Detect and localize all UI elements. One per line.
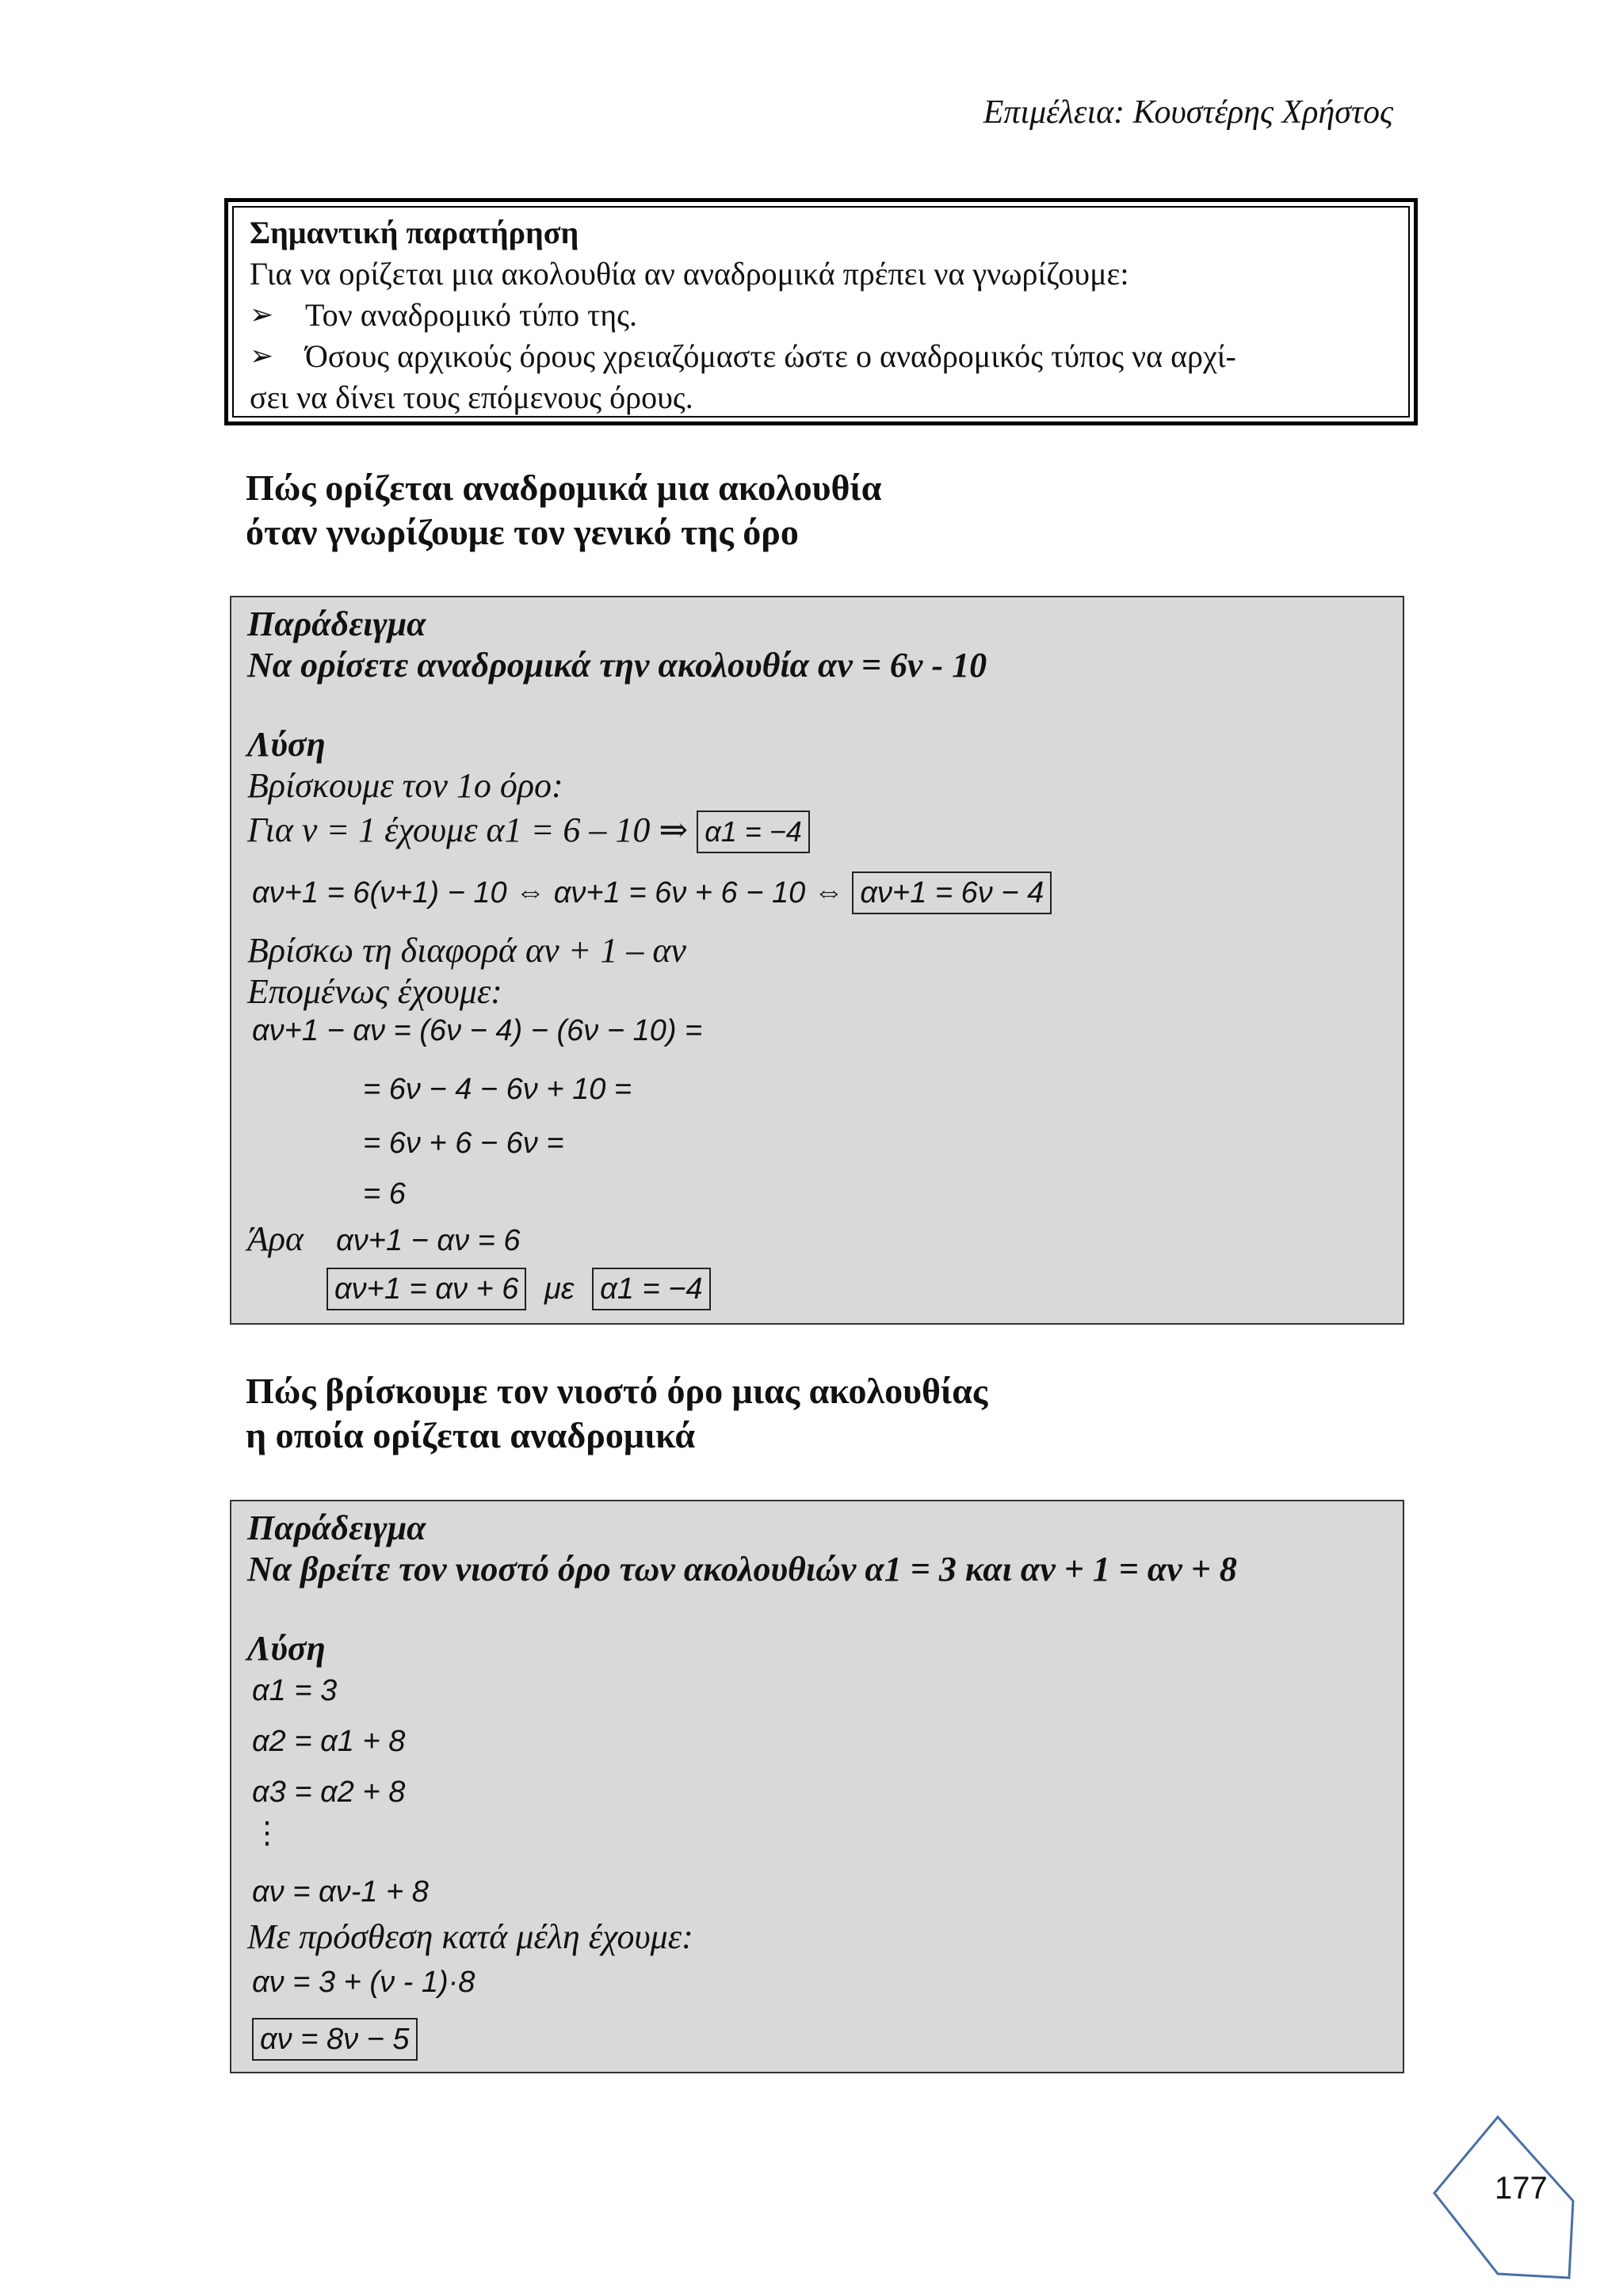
note-bullet-2: ➢ Όσους αρχικούς όρους χρειαζόμαστε ώστε ο αναδρομικός τύπος να αρχί- — [250, 336, 1392, 377]
formula-line: α2 = α1 + 8 — [252, 1725, 406, 1758]
arrow-bullet-icon: ➢ — [250, 299, 274, 331]
vertical-dots: ⋮ — [252, 1817, 282, 1850]
example-label: Παράδειγμα — [247, 1508, 426, 1547]
formula-line: αν+1 − αν = (6ν − 4) − (6ν − 10) = — [252, 1014, 703, 1047]
section-heading-2: Πώς βρίσκουμε τον νιοστό όρο μιας ακολουθίας η οποία ορίζεται αναδρομικά — [246, 1371, 988, 1455]
note-title: Σημαντική παρατήρηση — [250, 215, 579, 250]
example-label: Παράδειγμα — [247, 605, 426, 643]
example-task: Να βρείτε τον νιοστό όρο των ακολουθιών α1 = 3 και αν + 1 = αν + 8 — [247, 1550, 1237, 1589]
example-box-1 — [230, 596, 1404, 1325]
formula-line: = 6ν − 4 − 6ν + 10 = — [363, 1073, 632, 1106]
formula-line: αν = 3 + (ν - 1)·8 — [252, 1966, 475, 1999]
boxed-formula: α1 = −4 — [592, 1268, 710, 1310]
boxed-formula: αν+1 = αν + 6 — [327, 1268, 526, 1310]
boxed-formula: α1 = −4 — [697, 810, 810, 853]
example-box-2 — [230, 1500, 1404, 2073]
page-header-author: Επιμέλεια: Κουστέρης Χρήστος — [983, 94, 1393, 131]
solution-step: Βρίσκουμε τον 1ο όρο: — [247, 766, 563, 805]
section-heading-1: Πώς ορίζεται αναδρομικά μια ακολουθία όταν γνωρίζουμε τον γενικό της όρο — [246, 467, 882, 552]
formula-line: = 6 — [363, 1177, 406, 1211]
boxed-formula: αν = 8ν − 5 — [252, 2018, 418, 2061]
boxed-formula: αν+1 = 6ν − 4 — [852, 871, 1052, 914]
arrow-bullet-icon: ➢ — [250, 340, 274, 372]
solution-step: Επομένως έχουμε: — [247, 972, 502, 1011]
conclusion-line: Άρα αν+1 − αν = 6 — [247, 1219, 521, 1258]
formula-line: αν = αν-1 + 8 — [252, 1875, 429, 1909]
solution-label: Λύση — [247, 1629, 326, 1668]
solution-label: Λύση — [247, 725, 326, 764]
page-number: 177 — [1495, 2171, 1548, 2206]
note-bullet-2-cont: σει να δίνει τους επόμενους όρους. — [250, 379, 693, 415]
final-result-line — [252, 2018, 418, 2061]
note-intro: Για να ορίζεται μια ακολουθία αν αναδρομικά πρέπει να γνωρίζουμε: — [250, 256, 1129, 292]
solution-step: Βρίσκω τη διαφορά αν + 1 – αν — [247, 931, 686, 970]
formula-line: = 6ν + 6 − 6ν = — [363, 1127, 564, 1160]
important-note-box — [224, 198, 1418, 425]
solution-step: Για ν = 1 έχουμε α1 = 6 – 10 ⇒ α1 = −4 — [247, 810, 810, 853]
example-task: Να ορίσετε αναδρομικά την ακολουθία αν = 6ν - 10 — [247, 646, 987, 685]
formula-line: α1 = 3 — [252, 1674, 338, 1707]
formula-line: αν+1 = 6(ν+1) − 10 ⇔ αν+1 = 6ν + 6 − 10 ⇔ αν+1 = 6ν − 4 — [252, 871, 1052, 914]
final-result-line: αν+1 = αν + 6 με α1 = −4 — [327, 1268, 711, 1310]
formula-line: α3 = α2 + 8 — [252, 1775, 406, 1809]
note-bullet-1: ➢ Τον αναδρομικό τύπο της. — [250, 295, 1392, 336]
solution-step: Με πρόσθεση κατά μέλη έχουμε: — [247, 1917, 693, 1956]
